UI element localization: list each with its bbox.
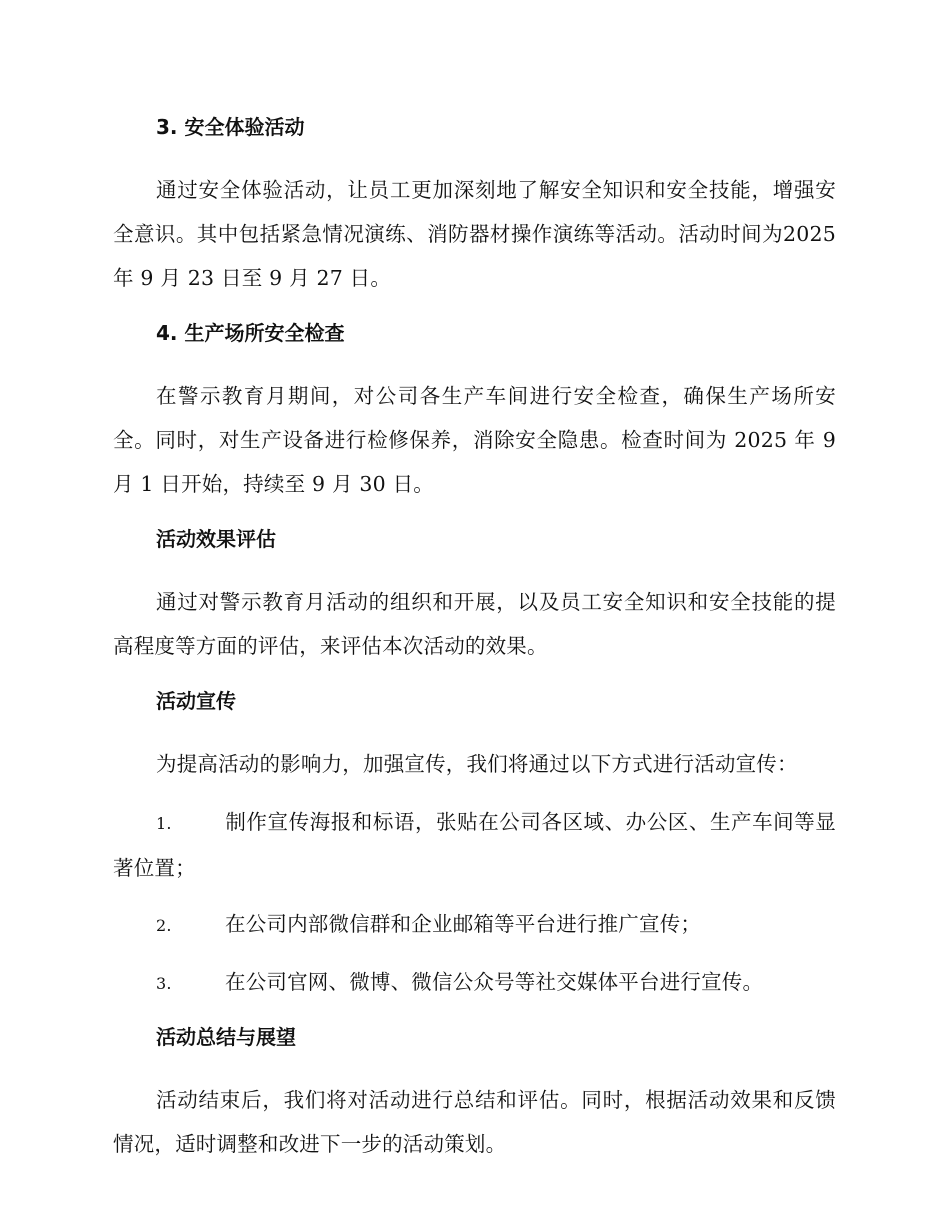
section-heading-publicity: 活动宣传	[156, 689, 236, 713]
list-item	[113, 902, 836, 948]
list-item-text: 在公司内部微信群和企业邮箱等平台进行推广宣传；	[225, 912, 702, 936]
document-body	[113, 108, 836, 1180]
section-paragraph-summary: 活动结束后，我们将对活动进行总结和评估。同时，根据活动效果和反馈情况，适时调整和改进下一步的活动策划。	[113, 1088, 836, 1156]
list-item-text: 在公司官网、微博、微信公众号等社交媒体平台进行宣传。	[225, 970, 764, 994]
section-paragraph-effect-evaluation: 通过对警示教育月活动的组织和开展，以及员工安全知识和安全技能的提高程度等方面的评估，来评估本次活动的效果。	[113, 590, 836, 658]
section-paragraph-workplace-inspection: 在警示教育月期间，对公司各生产车间进行安全检查，确保生产场所安全。同时，对生产设备进行检修保养，消除安全隐患。检查时间为 2025 年 9月 1 日开始，持续至 9 月 30 日。	[113, 384, 836, 496]
section-heading-safety-experience: 3. 安全体验活动	[156, 115, 305, 139]
list-item	[113, 960, 836, 1006]
section-heading-effect-evaluation: 活动效果评估	[156, 527, 276, 551]
list-item-number: 2.	[156, 916, 172, 935]
section-paragraph-publicity: 为提高活动的影响力，加强宣传，我们将通过以下方式进行活动宣传：	[156, 752, 798, 776]
list-item-number: 1.	[156, 814, 172, 833]
section-heading-workplace-inspection: 4. 生产场所安全检查	[156, 321, 345, 345]
section-paragraph-safety-experience: 通过安全体验活动，让员工更加深刻地了解安全知识和安全技能，增强安全意识。其中包括紧急情况演练、消防器材操作演练等活动。活动时间为2025 年 9 月 23 日至 9 月 27 日。	[113, 178, 836, 290]
list-item	[113, 800, 836, 890]
list-item-text: 制作宣传海报和标语，张贴在公司各区域、办公区、生产车间等显著位置；	[113, 810, 836, 880]
list-item-number: 3.	[156, 974, 172, 993]
section-heading-summary: 活动总结与展望	[156, 1025, 296, 1049]
